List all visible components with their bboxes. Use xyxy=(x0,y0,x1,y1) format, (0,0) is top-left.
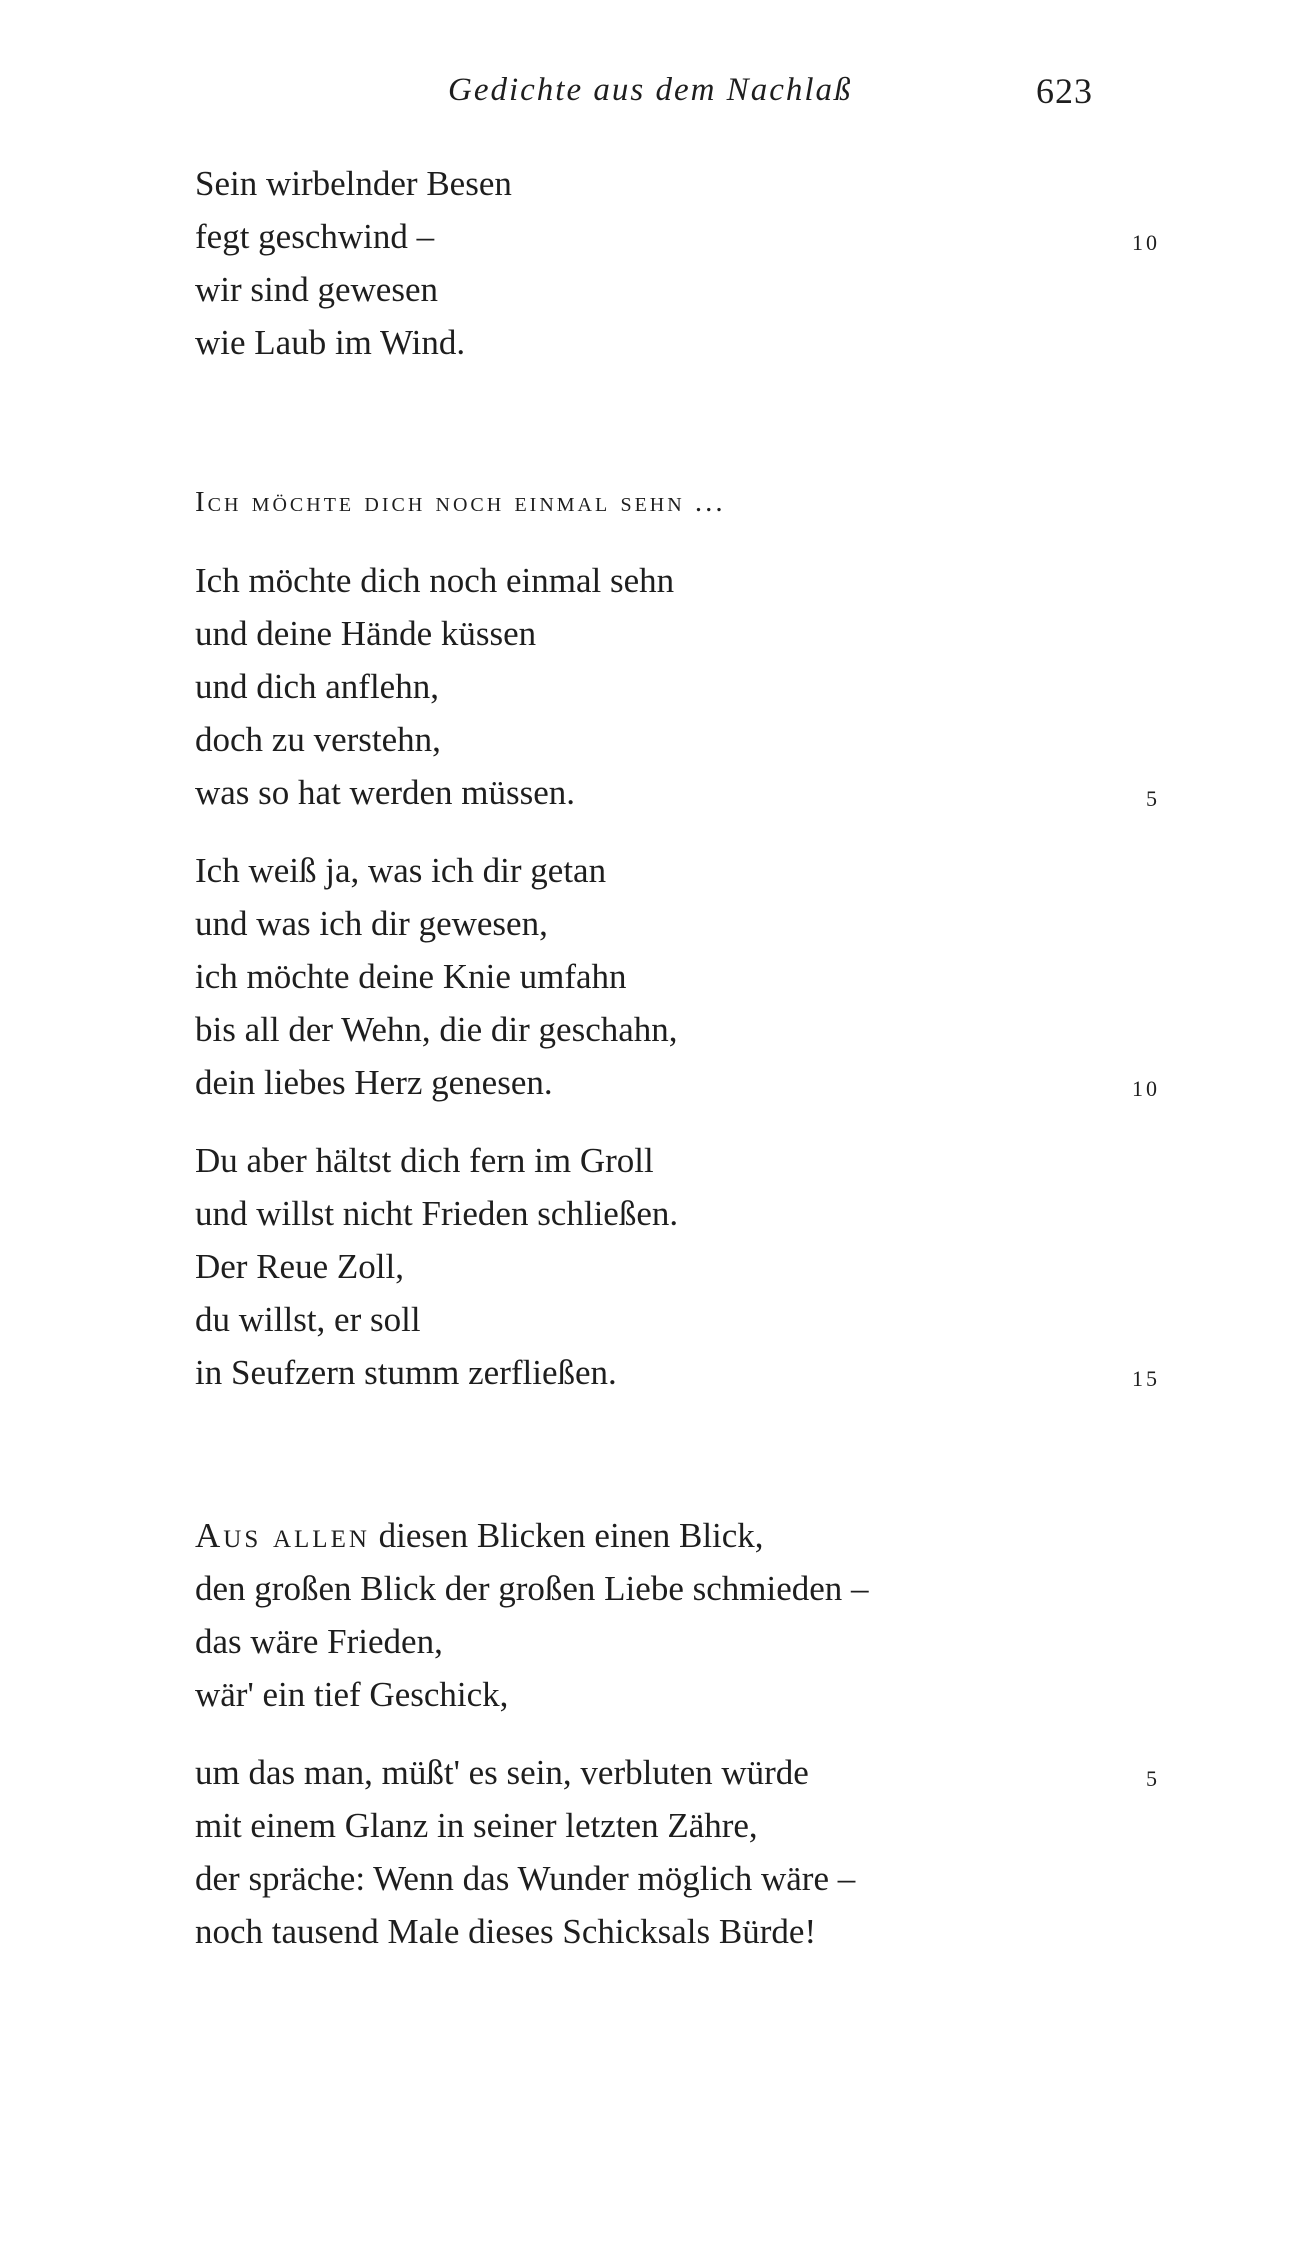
verse-line: ich möchte deine Knie umfahn xyxy=(195,957,627,996)
verse-line: der spräche: Wenn das Wunder möglich wäre – xyxy=(195,1859,856,1898)
verse-line: fegt geschwind – xyxy=(195,217,435,256)
poem-opening-words: Aus allen xyxy=(195,1516,370,1555)
line-number: 5 xyxy=(1146,786,1160,811)
line-number: 15 xyxy=(1132,1366,1160,1391)
verse-line: in Seufzern stumm zerfließen. xyxy=(195,1353,617,1392)
verse-line: Der Reue Zoll, xyxy=(195,1247,404,1286)
verse-line: bis all der Wehn, die dir geschahn, xyxy=(195,1010,678,1049)
verse-line: und willst nicht Frieden schließen. xyxy=(195,1194,679,1233)
verse-line-rest: diesen Blicken einen Blick, xyxy=(369,1516,764,1555)
running-title: Gedichte aus dem Nachlaß xyxy=(448,72,853,108)
verse-line: Sein wirbelnder Besen xyxy=(195,164,512,203)
verse-line: Ich weiß ja, was ich dir getan xyxy=(195,851,607,890)
verse-line: noch tausend Male dieses Schicksals Bürde! xyxy=(195,1912,817,1951)
verse-line: dein liebes Herz genesen. xyxy=(195,1063,553,1102)
verse-line: was so hat werden müssen. xyxy=(195,773,576,812)
verse-line: und deine Hände küssen xyxy=(195,614,537,653)
verse-line: um das man, müßt' es sein, verbluten würde xyxy=(195,1753,809,1792)
verse-line: wär' ein tief Geschick, xyxy=(195,1675,509,1714)
verse-line: den großen Blick der großen Liebe schmieden – xyxy=(195,1569,869,1608)
poem-title: Ich möchte dich noch einmal sehn ... xyxy=(195,486,726,518)
line-number: 10 xyxy=(1132,230,1160,255)
verse-line: Du aber hältst dich fern im Groll xyxy=(195,1141,654,1180)
verse-line: und was ich dir gewesen, xyxy=(195,904,548,943)
verse-line: das wäre Frieden, xyxy=(195,1622,443,1661)
page-number: 623 xyxy=(1036,71,1093,111)
verse-line: du willst, er soll xyxy=(195,1300,421,1339)
verse-line: doch zu verstehn, xyxy=(195,720,441,759)
verse-line: und dich anflehn, xyxy=(195,667,439,706)
line-number: 10 xyxy=(1132,1076,1160,1101)
verse-line: wie Laub im Wind. xyxy=(195,323,466,362)
line-number: 5 xyxy=(1146,1766,1160,1791)
verse-line: wir sind gewesen xyxy=(195,270,439,309)
verse-line: Ich möchte dich noch einmal sehn xyxy=(195,561,675,600)
verse-line-first xyxy=(195,1518,764,1553)
verse-line: mit einem Glanz in seiner letzten Zähre, xyxy=(195,1806,758,1845)
